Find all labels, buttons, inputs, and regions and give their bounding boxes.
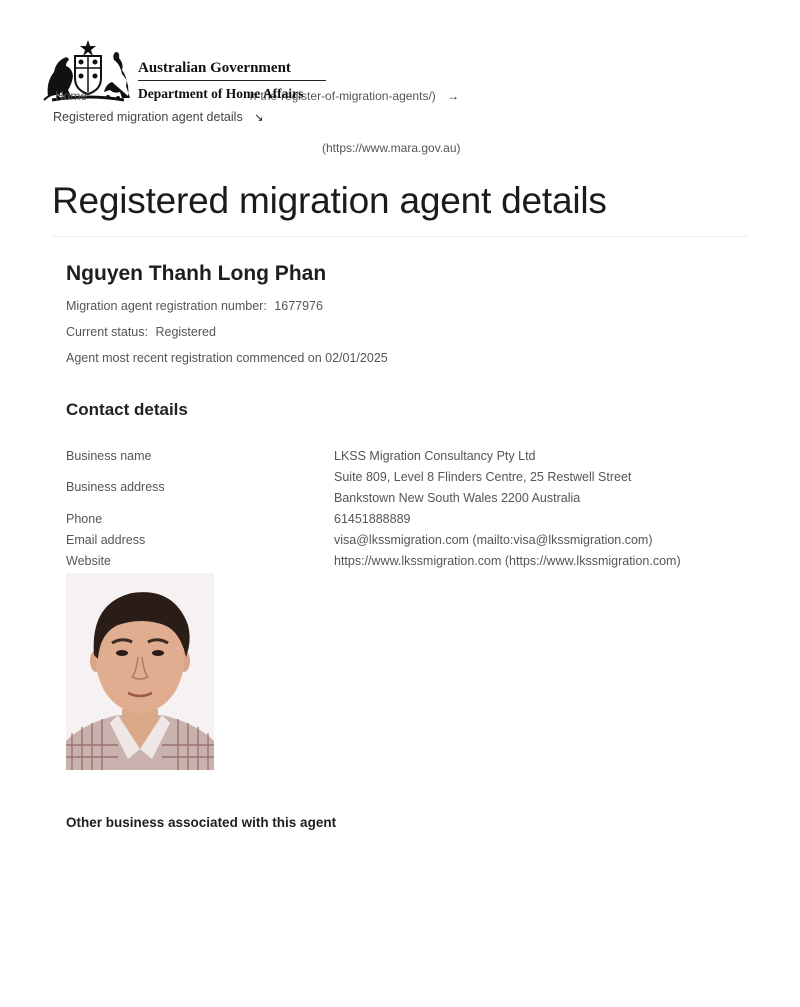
breadcrumb-current (53, 110, 263, 124)
source-url-link[interactable]: (https://www.mara.gov.au) (322, 141, 461, 155)
current-status-label: Current status: (66, 325, 148, 339)
business-name-value: LKSS Migration Consultancy Pty Ltd (334, 449, 536, 463)
logo-divider (138, 80, 326, 81)
breadcrumb-register-link[interactable]: n-the-register-of-migration-agents/) (249, 89, 436, 103)
phone-label: Phone (66, 512, 103, 526)
business-address-label: Business address (66, 480, 165, 494)
breadcrumb-home-link[interactable]: Home (55, 89, 88, 103)
business-address-line1: Suite 809, Level 8 Flinders Centre, 25 Restwell Street (334, 470, 632, 484)
phone-value: 61451888889 (334, 512, 411, 526)
agent-name: Nguyen Thanh Long Phan (66, 262, 327, 285)
contact-details-heading: Contact details (66, 400, 188, 419)
agent-photo (66, 573, 214, 770)
current-status-line (66, 325, 216, 339)
arrow-right-icon: → (447, 89, 460, 103)
registration-number-line (66, 299, 323, 313)
page-title: Registered migration agent details (52, 180, 607, 221)
other-business-heading: Other business associated with this agent (66, 815, 337, 830)
registration-commenced-line: Agent most recent registration commenced on 02/01/2025 (66, 351, 388, 365)
arrow-down-right-icon: ↘ (254, 112, 264, 124)
government-name: Australian Government (138, 60, 291, 76)
title-divider (52, 236, 748, 237)
website-link[interactable]: https://www.lkssmigration.com (https://www.lkssmigration.com) (334, 554, 681, 568)
email-link[interactable]: visa@lkssmigration.com (mailto:visa@lkssmigration.com) (334, 533, 653, 547)
website-label: Website (66, 554, 111, 568)
department-name: Department of Home Affairs (138, 86, 304, 101)
registration-number-value: 1677976 (274, 299, 323, 313)
arrow-right-icon: → (98, 89, 111, 103)
registration-number-label: Migration agent registration number: (66, 299, 267, 313)
business-name-label: Business name (66, 449, 152, 463)
breadcrumb-current-label[interactable]: Registered migration agent details (53, 110, 243, 124)
current-status-value: Registered (155, 325, 216, 339)
business-address-line2: Bankstown New South Wales 2200 Australia (334, 491, 581, 505)
email-label: Email address (66, 533, 146, 547)
